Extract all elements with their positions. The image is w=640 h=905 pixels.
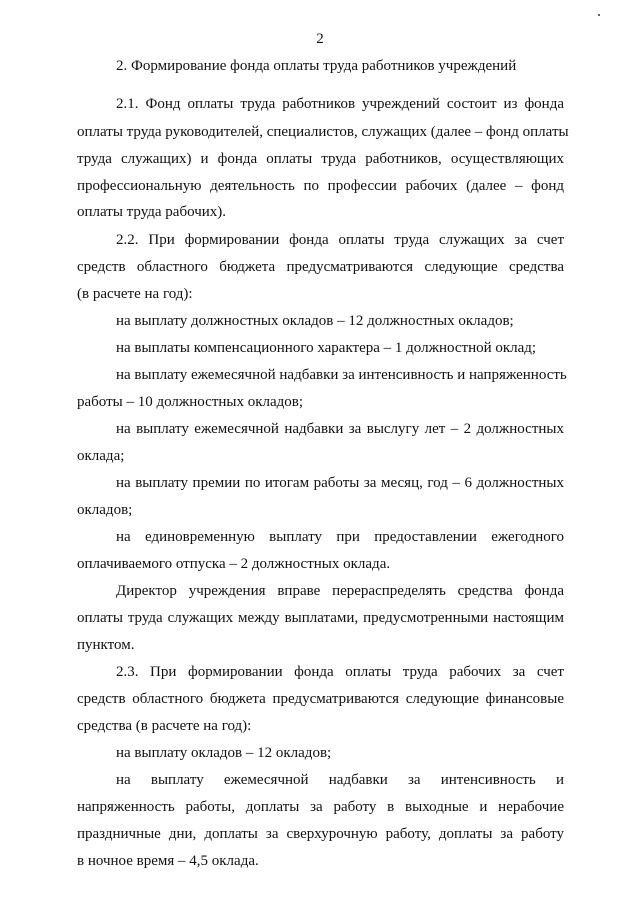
list-line: праздничные дни, доплаты за сверхурочную работу, доплаты за работу [77, 826, 564, 842]
list-line: на выплату окладов – 12 окладов; [116, 745, 332, 761]
paragraph-line: пунктом. [77, 637, 135, 653]
paragraph-line: оплаты труда служащих между выплатами, предусмотренными настоящим [77, 610, 564, 626]
paragraph-line: профессиональную деятельность по профессии рабочих (далее – фонд [77, 178, 564, 194]
list-line: оклада; [77, 448, 125, 464]
list-line: на единовременную выплату при предоставлении ежегодного [116, 529, 564, 545]
paragraph-line: труда служащих) и фонда оплаты труда работников, осуществляющих [77, 151, 564, 167]
list-line: на выплаты компенсационного характера – 1 должностной оклад; [116, 340, 537, 356]
list-line: окладов; [77, 502, 133, 518]
list-line: напряженность работы, доплаты за работу в выходные и нерабочие [77, 799, 564, 815]
scan-speck [598, 14, 600, 16]
paragraph-line: средства (в расчете на год): [77, 718, 252, 734]
paragraph-line: Директор учреждения вправе перераспределять средства фонда [116, 583, 564, 599]
list-line: в ночное время – 4,5 оклада. [77, 853, 259, 869]
list-line: на выплату ежемесячной надбавки за выслугу лет – 2 должностных [116, 421, 564, 437]
paragraph-line: оплаты труда руководителей, специалистов, служащих (далее – фонд оплаты [77, 124, 569, 140]
paragraph-line: 2.1. Фонд оплаты труда работников учреждений состоит из фонда [116, 96, 564, 112]
list-line: на выплату ежемесячной надбавки за интенсивность и [116, 772, 564, 788]
list-line: работы – 10 должностных окладов; [77, 394, 304, 410]
paragraph-line: (в расчете на год): [77, 286, 193, 302]
list-line: на выплату ежемесячной надбавки за интенсивность и напряженность [116, 367, 567, 383]
list-line: на выплату премии по итогам работы за месяц, год – 6 должностных [116, 475, 564, 491]
paragraph-line: оплаты труда рабочих). [77, 204, 227, 220]
paragraph-line: 2.2. При формировании фонда оплаты труда служащих за счет [116, 232, 564, 248]
list-line: оплачиваемого отпуска – 2 должностных оклада. [77, 556, 391, 572]
list-line: на выплату должностных окладов – 12 должностных окладов; [116, 313, 514, 329]
section-heading: 2. Формирование фонда оплаты труда работников учреждений [116, 58, 517, 74]
paragraph-line: средств областного бюджета предусматриваются следующие финансовые [77, 691, 564, 707]
paragraph-line: средств областного бюджета предусматриваются следующие средства [77, 259, 564, 275]
page-number: 2 [316, 31, 324, 47]
paragraph-line: 2.3. При формировании фонда оплаты труда рабочих за счет [116, 664, 564, 680]
